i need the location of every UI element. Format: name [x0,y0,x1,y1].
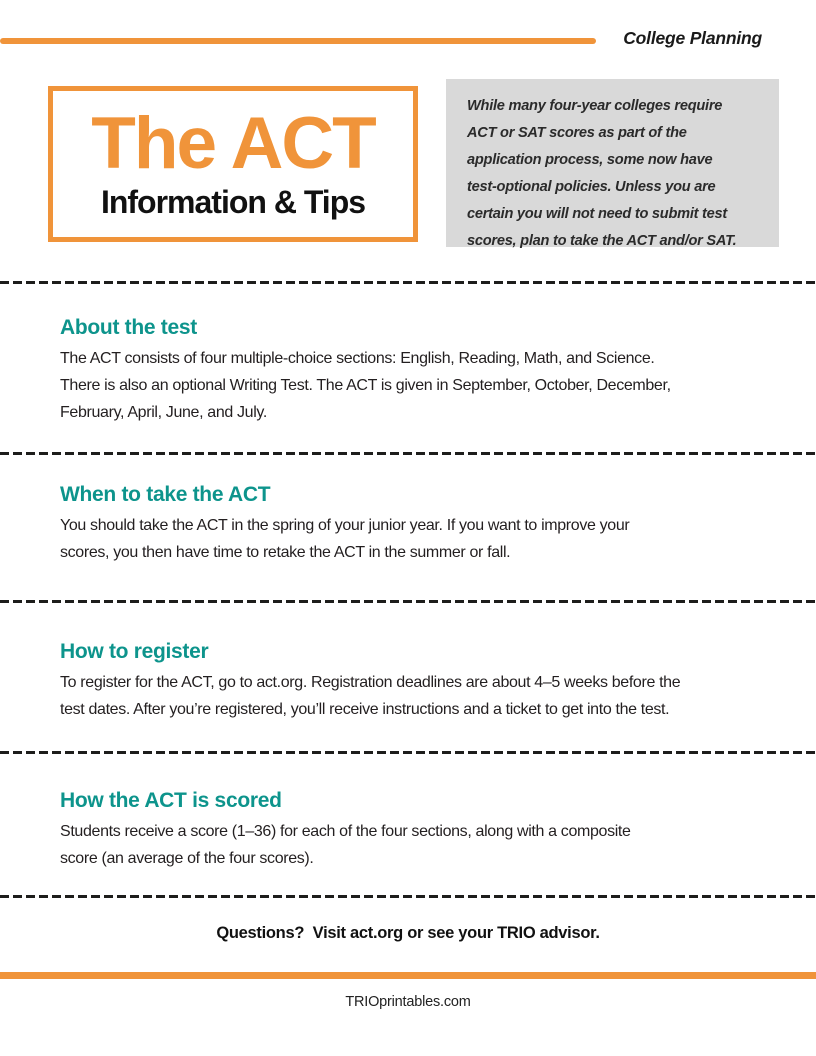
title-box [48,86,418,242]
section-heading: How to register [60,640,209,663]
intro-note-text: While many four-year colleges require ACT or SAT scores as part of the application process, some now have test-optional policies. Unless you are certain you will not need to submit test scores, plan to take the ACT and/or SAT. [467,98,737,249]
section-body: You should take the ACT in the spring of your junior year. If you want to improve your scores, you then have time to retake the ACT in the summer or fall. [60,517,630,561]
section-body: The ACT consists of four multiple-choice sections: English, Reading, Math, and Science. There is also an optional Writing Test. The ACT is given in September, October, December, February, April, June, and July. [60,350,671,421]
page-subtitle: Information & Tips [100,184,366,220]
page-title: The ACT [91,103,375,184]
dashed-divider [0,452,816,455]
section-heading: How the ACT is scored [60,789,282,812]
section-heading: About the test [60,316,197,339]
dashed-divider [0,600,816,603]
section-heading: When to take the ACT [60,483,271,506]
section-body: Students receive a score (1–36) for each of the four sections, along with a composite score (an average of the four scores). [60,823,631,867]
footer-site: TRIOprintables.com [345,994,471,1010]
dashed-divider [0,281,816,284]
section-about-the-test [60,316,790,426]
intro-note-box [446,79,779,247]
section-body: To register for the ACT, go to act.org. Registration deadlines are about 4–5 weeks before the test dates. After you’re registered, you’ll receive instructions and a ticket to get into the test. [60,674,681,718]
footer-question: Questions? Visit act.org or see your TRIO advisor. [216,924,600,942]
page-tag: College Planning [623,28,762,48]
dashed-divider [0,895,816,898]
section-how-scored [60,789,790,872]
bottom-orange-rule [0,972,816,979]
section-how-to-register [60,640,790,723]
section-when-to-take [60,483,790,566]
top-orange-rule [0,38,596,44]
dashed-divider [0,751,816,754]
